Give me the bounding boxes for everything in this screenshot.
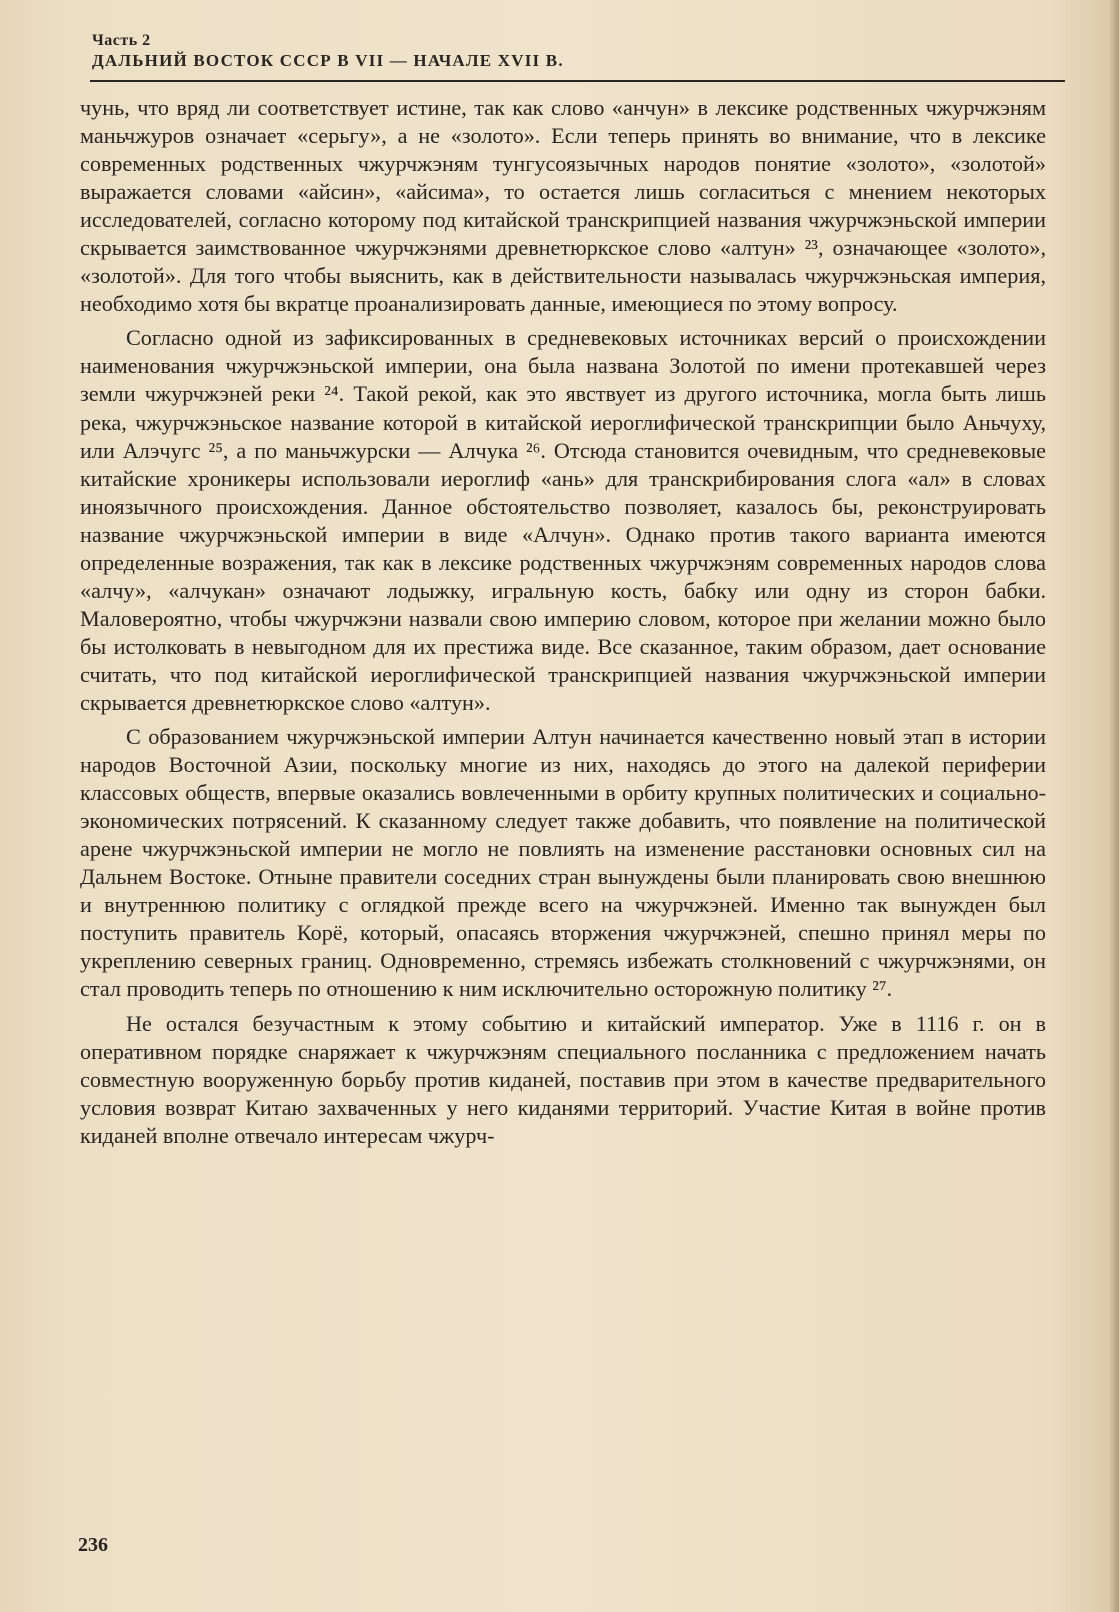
paragraph: С образованием чжурчжэньской империи Алтун начинается качественно новый этап в истории народов Восточной Азии, поскольку многие из них, находясь до этого на далекой периферии классовых обществ, впервые оказались вовлеченными в орбиту крупных политических и социально-экономических потрясений. К сказанному следует также добавить, что появление на политической арене чжурчжэньской империи не могло не повлиять на изменение расстановки основных сил на Дальнем Востоке. Отныне правители соседних стран вынуждены были планировать свою внешнюю и внутреннюю политику с оглядкой прежде всего на чжурчжэней. Именно так вынужден был поступить правитель Корё, который, опасаясь вторжения чжурчжэней, спешно принял меры по укреплению северных границ. Одновременно, стремясь избежать столкновений с чжурчжэнями, он стал проводить теперь по отношению к ним исключительно осторожную политику ²⁷. [80,724,1046,1002]
paragraph: Согласно одной из зафиксированных в средневековых источниках версий о происхождении наименования чжурчжэньской империи, она была названа Золотой по имени протекавшей через земли чжурчжэней реки ²⁴. Такой рекой, как это явствует из другого источника, могла быть лишь река, чжурчжэньское название которой в китайской иероглифической транскрипции было Аньчуху, или Алэчугс ²⁵, а по маньчжурски — Алчука ²⁶. Отсюда становится очевидным, что средневековые китайские хроникеры использовали иероглиф «ань» для транскрибирования слога «ал» в словах иноязычного происхождения. Данное обстоятельство позволяет, казалось бы, реконструировать название чжурчжэньской империи в виде «Алчун». Однако против такого варианта имеются определенные возражения, так как в лексике родственных чжурчжэням современных народов слова «алчу», «алчукан» означают лодыжку, игральную кость, бабку или одну из сторон бабки. Маловероятно, чтобы чжурчжэни назвали свою империю словом, которое при желании можно было бы истолковать в невыгодном для их престижа виде. Все сказанное, таким образом, дает основание считать, что под китайской иероглифической транскрипцией названия чжурчжэньской империи скрывается древнетюркское слово «алтун». [80,325,1046,715]
page-edge-shadow [1109,0,1119,1612]
paragraph: чунь, что вряд ли соответствует истине, так как слово «анчун» в лексике родственных чжурчжэням маньчжуров означает «серьгу», а не «золото». Если теперь принять во внимание, что в лексике современных родственных чжурчжэням тунгусоязычных народов понятие «золото», «золотой» выражается словами «айсин», «айсима», то остается лишь согласиться с мнением некоторых исследователей, согласно которому под китайской транскрипцией названия чжурчжэньской империи скрывается заимствованное чжурчжэнями древнетюркское слово «алтун» ²³, означающее «золото», «золотой». Для того чтобы выяснить, как в действительности называлась чжурчжэньская империя, необходимо хотя бы вкратце проанализировать данные, имеющиеся по этому вопросу. [80,95,1046,317]
section-title: ДАЛЬНИЙ ВОСТОК СССР В VII — НАЧАЛЕ XVII В. [92,51,564,70]
header-rule [90,80,1065,82]
page-number: 236 [78,1534,108,1556]
paragraph: Не остался безучастным к этому событию и китайский император. Уже в 1116 г. он в оперативном порядке снаряжает к чжурчжэням специального посланника с предложением начать совместную вооруженную борьбу против киданей, поставив при этом в качестве предварительного условия возврат Китаю захваченных у него киданями территорий. Участие Китая в войне против киданей вполне отвечало интересам чжурч- [80,1010,1046,1148]
page-body [80,94,1046,1150]
running-header [92,32,1072,72]
part-label: Часть 2 [92,32,151,49]
